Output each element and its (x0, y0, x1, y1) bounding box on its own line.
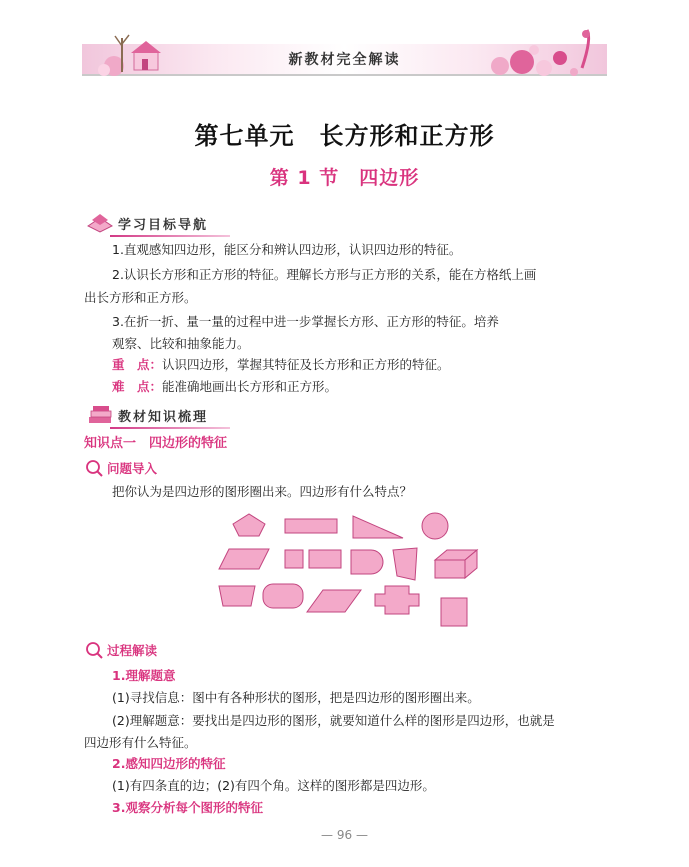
d-shape (351, 550, 383, 574)
magnifier-icon (84, 458, 104, 478)
intro-heading (84, 458, 157, 478)
right-triangle-shape (353, 516, 403, 538)
knowledge-point-title: 知识点一 四边形的特征 (84, 436, 228, 451)
process-label: 过程解读 (107, 643, 158, 658)
unit-title: 第七单元 长方形和正方形 (194, 121, 495, 150)
tag-underline (110, 427, 230, 429)
book-icon (86, 212, 114, 234)
magnifier-icon (84, 640, 104, 660)
difficult-point-text: 能准确地画出长方形和正方形。 (162, 379, 338, 394)
goal-2-cont: 出长方形和正方形。 (84, 290, 197, 305)
shapes-figure (211, 506, 481, 636)
rounded-rectangle-shape (263, 584, 303, 608)
knowledge-label: 教材知识梳理 (118, 409, 209, 425)
long-rectangle-shape (309, 550, 341, 568)
difficult-point-label: 难 点： (112, 379, 163, 394)
pentagon-shape (233, 514, 265, 536)
rectangle-shape (285, 519, 337, 533)
step-1-a: (1)寻找信息：图中有各种形状的图形，把是四边形的图形圈出来。 (112, 690, 480, 705)
key-point-text: 认识四边形，掌握其特征及长方形和正方形的特征。 (162, 357, 450, 372)
irregular-quadrilateral-shape (393, 548, 417, 580)
header-title: 新教材完全解读 (288, 52, 401, 68)
difficult-point (112, 377, 337, 397)
key-point (112, 355, 450, 375)
page-number: — 96 — (321, 828, 368, 842)
knowledge-tag (86, 403, 208, 427)
key-point-label: 重 点： (112, 357, 163, 372)
step-3-title: 3.观察分析每个图形的特征 (112, 800, 263, 815)
square-shape-2 (441, 598, 467, 626)
process-heading (84, 640, 157, 660)
circle-shape (422, 513, 448, 539)
step-2-text: (1)有四条直的边；(2)有四个角。这样的图形都是四边形。 (112, 778, 435, 793)
intro-text: 把你认为是四边形的图形圈出来。四边形有什么特点？ (112, 484, 413, 499)
goal-1: 1.直观感知四边形，能区分和辨认四边形，认识四边形的特征。 (112, 242, 462, 257)
cross-shape (375, 586, 419, 614)
learning-goals-tag (86, 211, 208, 235)
tag-underline (110, 235, 230, 237)
step-2-title: 2.感知四边形的特征 (112, 756, 226, 771)
cuboid-front-shape (435, 560, 465, 578)
step-1-c: 四边形有什么特征。 (84, 735, 197, 750)
step-1-b: (2)理解题意：要找出是四边形的图形，就要知道什么样的图形是四边形，也就是 (112, 713, 555, 728)
parallelogram-shape-2 (307, 590, 361, 612)
books-stack-icon (86, 404, 114, 426)
section-title: 第 1 节 四边形 (269, 167, 420, 189)
goal-2: 2.认识长方形和正方形的特征。理解长方形与正方形的关系，能在方格纸上画 (112, 267, 537, 282)
learning-goals-label: 学习目标导航 (118, 217, 209, 233)
trapezoid-shape (219, 586, 255, 606)
parallelogram-shape (219, 549, 269, 569)
step-1-title: 1.理解题意 (112, 668, 176, 683)
goal-3: 3.在折一折、量一量的过程中进一步掌握长方形、正方形的特征。培养 (112, 314, 499, 329)
square-shape-1 (285, 550, 303, 568)
goal-3-cont: 观察、比较和抽象能力。 (112, 336, 250, 351)
intro-label: 问题导入 (107, 461, 158, 476)
